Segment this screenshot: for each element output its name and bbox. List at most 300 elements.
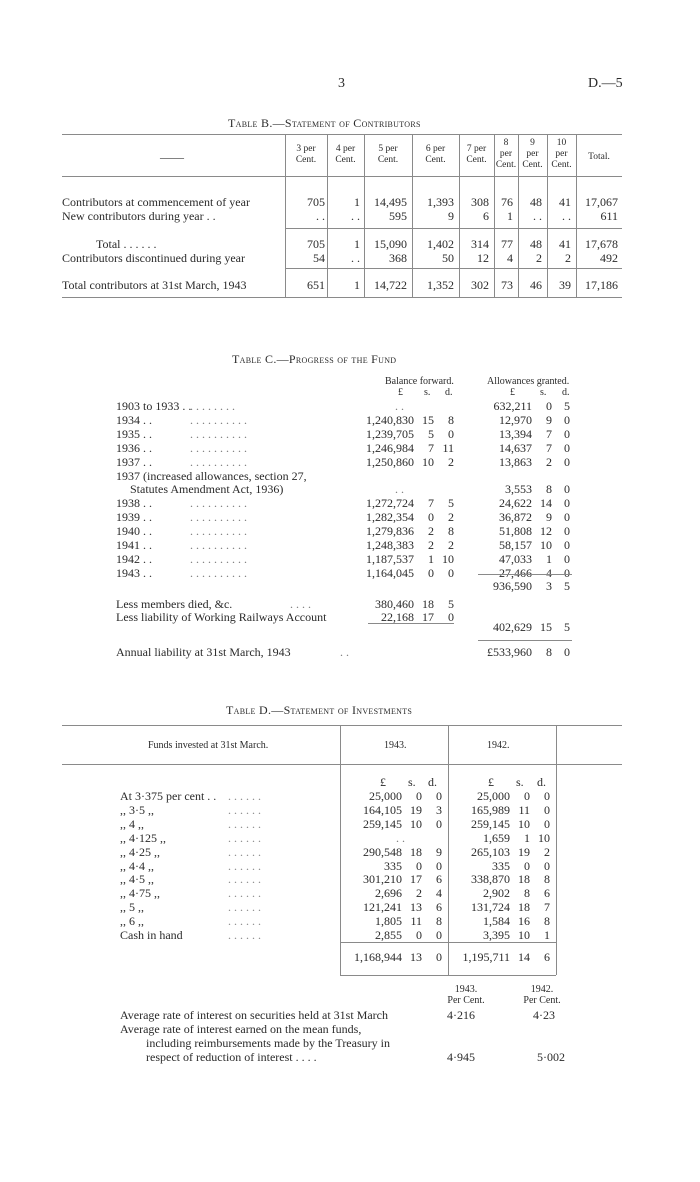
leader-dots: . .	[395, 482, 404, 496]
leader-dots: . .	[340, 645, 349, 659]
allowance-shillings: 7	[546, 427, 552, 441]
allowance-pence: 0	[564, 455, 570, 469]
invest-1942-pounds: 265,103	[471, 845, 510, 859]
invest-1942-pence: 2	[544, 845, 550, 859]
table-b-cell: 14,495	[374, 195, 407, 209]
page-reference: D.—5	[588, 76, 623, 91]
table-b-row-label: Contributors at commencement of year	[62, 195, 250, 209]
invest-1943-pence: 6	[436, 900, 442, 914]
allowance-pounds: 24,622	[499, 496, 532, 510]
allowance-pounds: 36,872	[499, 510, 532, 524]
table-b-row-label: Total . . . . . .	[96, 237, 157, 251]
balance-shillings: 2	[428, 524, 434, 538]
leader-dots: . . . . . . . . . .	[190, 455, 247, 469]
table-b-cell: 50	[442, 251, 454, 265]
table-c-row-label: 1934 . .	[116, 413, 152, 427]
balance-pounds: 1,187,537	[366, 552, 414, 566]
invest-1943-shillings: 17	[410, 872, 422, 886]
invest-1942-shillings: 11	[518, 803, 530, 817]
allowance-pounds: 14,637	[499, 441, 532, 455]
table-d-top-rule	[62, 725, 622, 726]
table-b-cell: 611	[600, 209, 618, 223]
balance-pounds: 1,282,354	[366, 510, 414, 524]
unit-pence: d.	[537, 775, 546, 789]
leader-dots: . . . . . .	[228, 817, 261, 831]
table-b-cell: 2	[536, 251, 542, 265]
unit-pounds: £	[380, 775, 386, 789]
col-header-6pc: 6 per Cent.	[425, 144, 446, 165]
table-b-cell: . .	[533, 209, 542, 223]
unit-pence: d.	[428, 775, 437, 789]
leader-dots: . . . . . .	[228, 872, 261, 886]
balance-pence: 2	[448, 455, 454, 469]
investment-rate-label: ,, 4·75 ,,	[120, 886, 160, 900]
allowance-pounds: 13,863	[499, 455, 532, 469]
investment-rate-label: ,, 4·125 ,,	[120, 831, 166, 845]
balance-pence: 0	[448, 427, 454, 441]
table-b-header-rule	[62, 176, 622, 177]
balance-pence: 8	[448, 524, 454, 538]
col-header-10pc: 10 per Cent.	[551, 138, 572, 170]
invest-1942-total-pounds: 1,195,711	[462, 950, 510, 964]
invest-1943-pounds: 290,548	[363, 845, 402, 859]
allowance-pence: 0	[564, 427, 570, 441]
balance-shillings: 2	[428, 538, 434, 552]
table-d-col-rule	[448, 725, 449, 975]
leader-dots: . . . . . .	[228, 886, 261, 900]
table-b-cell: 48	[530, 237, 542, 251]
less-shillings: 17	[422, 610, 434, 624]
balance-shillings: 15	[422, 413, 434, 427]
table-c-title: Table C.—Progress of the Fund	[232, 352, 397, 366]
invest-1942-pounds: 338,870	[471, 872, 510, 886]
table-b-cell: . .	[351, 209, 360, 223]
table-b-cell: . .	[562, 209, 571, 223]
leader-dots: . . . . . . . . . .	[190, 566, 247, 580]
table-d-col-rule	[340, 725, 341, 975]
invest-1943-shillings: 19	[410, 803, 422, 817]
invest-1943-shillings: 0	[416, 859, 422, 873]
less-pounds: 22,168	[381, 610, 414, 624]
allowance-pence: 0	[564, 413, 570, 427]
allowance-pounds: 47,033	[499, 552, 532, 566]
table-b-stub-header: ——	[160, 150, 184, 164]
table-b-cell: 651	[307, 278, 325, 292]
table-b-row-label: Contributors discontinued during year	[62, 251, 245, 265]
table-b-cell: 17,186	[585, 278, 618, 292]
investment-rate-label: ,, 3·5 ,,	[120, 803, 154, 817]
balance-pounds: 1,279,836	[366, 524, 414, 538]
allowance-pence: 0	[564, 552, 570, 566]
table-b-cell: 17,067	[585, 195, 618, 209]
balance-shillings: 0	[428, 510, 434, 524]
invest-1942-pounds: 165,989	[471, 803, 510, 817]
balance-pounds: 1,164,045	[366, 566, 414, 580]
investment-rate-label: Cash in hand	[120, 928, 183, 942]
invest-1942-pence: 10	[538, 831, 550, 845]
table-b-cell: 705	[307, 195, 325, 209]
allowance-pence: 0	[564, 524, 570, 538]
table-b-title: Table B.—Statement of Contributors	[228, 116, 421, 130]
balance-shillings: 10	[422, 455, 434, 469]
allowance-pence: 0	[564, 482, 570, 496]
invest-1943-total-pence: 0	[436, 950, 442, 964]
invest-1942-pence: 1	[544, 928, 550, 942]
invest-1943-shillings: 11	[410, 914, 422, 928]
table-d-header-rule	[62, 764, 622, 765]
leader-dots: . . . . . . . . . .	[190, 510, 247, 524]
unit-shillings: s.	[516, 775, 524, 789]
invest-1942-shillings: 0	[524, 789, 530, 803]
leader-dots: . . . . . . . . . .	[190, 427, 247, 441]
invest-1942-pounds: 131,724	[471, 900, 510, 914]
interest-header-1942: 1942. Per Cent.	[523, 984, 561, 1006]
col-header-allowances-granted: Allowances granted.	[487, 376, 570, 387]
unit-pence: d.	[562, 387, 570, 398]
less-pounds: 380,460	[375, 597, 414, 611]
allowance-shillings: 9	[546, 510, 552, 524]
investment-rate-label: ,, 4·5 ,,	[120, 872, 154, 886]
leader-dots: . . . . . . . . . .	[190, 413, 247, 427]
invest-1943-shillings: 0	[416, 789, 422, 803]
table-b-cell: 54	[313, 251, 325, 265]
invest-1942-shillings: 1	[524, 831, 530, 845]
unit-shillings: s.	[540, 387, 547, 398]
invest-1942-pounds: 25,000	[477, 789, 510, 803]
allowance-pence: 0	[564, 510, 570, 524]
table-b-top-rule	[62, 134, 622, 135]
col-header-9pc: 9 per Cent.	[522, 138, 543, 170]
table-c-row-label: 1937 . .	[116, 455, 152, 469]
table-b-cell: 48	[530, 195, 542, 209]
table-b-cell: 1,352	[427, 278, 454, 292]
table-c-row-label: Statutes Amendment Act, 1936)	[130, 482, 284, 496]
invest-1943-pence: 3	[436, 803, 442, 817]
invest-1942-pounds: 1,584	[483, 914, 510, 928]
col-header-balance-forward: Balance forward.	[385, 376, 454, 387]
unit-shillings: s.	[408, 775, 416, 789]
allowance-pounds: 58,157	[499, 538, 532, 552]
invest-1943-total-pounds: 1,168,944	[354, 950, 402, 964]
allowance-pence: 0	[564, 538, 570, 552]
table-b-subtotal-rule	[285, 228, 622, 229]
allowance-shillings: 1	[546, 552, 552, 566]
interest-value-1943: 4·216	[447, 1008, 475, 1022]
table-b-cell: 1	[354, 237, 360, 251]
less-pence: 0	[448, 610, 454, 624]
leader-dots: . .	[395, 399, 404, 413]
balance-pounds: 1,246,984	[366, 441, 414, 455]
allowance-pounds: 51,808	[499, 524, 532, 538]
table-b-cell: 1,393	[427, 195, 454, 209]
leader-dots: . . . . . . . . . .	[190, 496, 247, 510]
table-b-cell: 6	[483, 209, 489, 223]
balance-pence: 0	[448, 566, 454, 580]
table-b-row-label: Total contributors at 31st March, 1943	[62, 278, 247, 292]
balance-pence: 8	[448, 413, 454, 427]
allowance-pence: 0	[564, 441, 570, 455]
table-c-row-label: 1935 . .	[116, 427, 152, 441]
balance-shillings: 7	[428, 496, 434, 510]
invest-1943-pence: 6	[436, 872, 442, 886]
invest-1942-pence: 8	[544, 914, 550, 928]
allowance-pounds: 13,394	[499, 427, 532, 441]
invest-1942-shillings: 19	[518, 845, 530, 859]
annual-liability-label: Annual liability at 31st March, 1943	[116, 645, 291, 659]
interest-label: Average rate of interest on securities held at 31st March	[120, 1008, 389, 1022]
col-header-7pc: 7 per Cent.	[466, 144, 487, 165]
leader-dots: . . . .	[290, 597, 311, 611]
table-c-annual-rule	[478, 640, 572, 641]
table-d-col-rule	[556, 725, 557, 975]
interest-value-1943: 4·945	[447, 1050, 475, 1064]
invest-1943-shillings: 13	[410, 900, 422, 914]
table-b-cell: 73	[501, 278, 513, 292]
leader-dots: . . . . . . . . . .	[190, 524, 247, 538]
table-b-cell: 302	[471, 278, 489, 292]
leader-dots: . . . . . .	[228, 928, 261, 942]
invest-1942-pence: 0	[544, 789, 550, 803]
annual-liability-pounds: £533,960	[487, 645, 532, 659]
invest-1943-pence: 9	[436, 845, 442, 859]
col-header-total: Total.	[588, 152, 610, 162]
invest-1943-pence: 0	[436, 928, 442, 942]
invest-1943-pounds: 2,696	[375, 886, 402, 900]
invest-1943-pounds: 164,105	[363, 803, 402, 817]
invest-1943-pence: 4	[436, 886, 442, 900]
invest-1942-pounds: 1,659	[483, 831, 510, 845]
allowance-pence: 0	[564, 566, 570, 580]
invest-1942-pence: 8	[544, 872, 550, 886]
allowance-total-pounds: 936,590	[493, 579, 532, 593]
invest-1942-pence: 7	[544, 900, 550, 914]
leader-dots: . . . . . . . . . .	[190, 441, 247, 455]
table-c-row-label: 1942 . .	[116, 552, 152, 566]
table-b-cell: 1	[354, 195, 360, 209]
invest-1942-shillings: 10	[518, 817, 530, 831]
table-c-row-label: 1941 . .	[116, 538, 152, 552]
allowance-shillings: 2	[546, 455, 552, 469]
leader-dots: . . . . . .	[228, 789, 261, 803]
invest-1943-total-shillings: 13	[410, 950, 422, 964]
table-b-cell: 1	[354, 278, 360, 292]
balance-pence: 2	[448, 538, 454, 552]
table-b-cell: 492	[600, 251, 618, 265]
table-b-cell: 1	[507, 209, 513, 223]
allowance-pence: 0	[564, 496, 570, 510]
leader-dots: . . . . . .	[228, 845, 261, 859]
allowance-pounds: 632,211	[493, 399, 532, 413]
col-header-1942: 1942.	[487, 740, 510, 751]
table-b-cell: 39	[559, 278, 571, 292]
invest-1943-shillings: 18	[410, 845, 422, 859]
table-b-cell: 46	[530, 278, 542, 292]
page-number: 3	[338, 76, 345, 91]
invest-1942-pence: 0	[544, 859, 550, 873]
invest-1942-shillings: 10	[518, 928, 530, 942]
table-c-row-label: 1937 (increased allowances, section 27,	[116, 469, 307, 483]
invest-1942-total-pence: 6	[544, 950, 550, 964]
allowance-shillings: 4	[546, 566, 552, 580]
table-b-cell: 308	[471, 195, 489, 209]
leader-dots: . . . . . .	[228, 803, 261, 817]
invest-1943-pence: 0	[436, 859, 442, 873]
table-b-cell: 77	[501, 237, 513, 251]
table-c-row-label: 1940 . .	[116, 524, 152, 538]
table-c-row-label: 1938 . .	[116, 496, 152, 510]
invest-1943-shillings: 2	[416, 886, 422, 900]
less-result-pence: 5	[564, 620, 570, 634]
table-d-title: Table D.—Statement of Investments	[226, 703, 413, 717]
less-result-shillings: 15	[540, 620, 552, 634]
interest-label: Average rate of interest earned on the mean funds,	[120, 1022, 362, 1036]
invest-1942-pounds: 3,395	[483, 928, 510, 942]
invest-1942-total-shillings: 14	[518, 950, 530, 964]
leader-dots: . . . . . . . . . .	[190, 552, 247, 566]
less-row-label: Less liability of Working Railways Account	[116, 610, 327, 624]
table-c-less-rule	[368, 623, 454, 624]
balance-shillings: 5	[428, 427, 434, 441]
less-pence: 5	[448, 597, 454, 611]
balance-pounds: 1,240,830	[366, 413, 414, 427]
allowance-shillings: 14	[540, 496, 552, 510]
less-shillings: 18	[422, 597, 434, 611]
investment-rate-label: ,, 5 ,,	[120, 900, 144, 914]
investment-rate-label: ,, 6 ,,	[120, 914, 144, 928]
table-b-cell: 1,402	[427, 237, 454, 251]
invest-1943-pence: 0	[436, 789, 442, 803]
table-b-cell: 14,722	[374, 278, 407, 292]
invest-1942-shillings: 16	[518, 914, 530, 928]
balance-pounds: 1,248,383	[366, 538, 414, 552]
invest-1942-pounds: 2,902	[483, 886, 510, 900]
balance-pounds: 1,272,724	[366, 496, 414, 510]
invest-1942-shillings: 18	[518, 872, 530, 886]
interest-value-1942: 4·23	[533, 1008, 555, 1022]
table-b-cell: 2	[565, 251, 571, 265]
invest-1943-shillings: 0	[416, 928, 422, 942]
table-b-cell: 595	[389, 209, 407, 223]
unit-pounds: £	[488, 775, 494, 789]
table-b-cell: . .	[351, 251, 360, 265]
table-d-total-bottom-rule	[340, 975, 556, 976]
invest-1943-pounds: 1,805	[375, 914, 402, 928]
investment-rate-label: At 3·375 per cent . .	[120, 789, 217, 803]
interest-header-1943: 1943. Per Cent.	[447, 984, 485, 1006]
allowance-total-pence: 5	[564, 579, 570, 593]
col-header-funds-invested: Funds invested at 31st March.	[148, 740, 269, 751]
invest-1943-pounds: 301,210	[363, 872, 402, 886]
invest-1942-pence: 0	[544, 803, 550, 817]
invest-1943-shillings: 10	[410, 817, 422, 831]
unit-pounds: £	[398, 387, 403, 398]
table-b-cell: 17,678	[585, 237, 618, 251]
allowance-shillings: 7	[546, 441, 552, 455]
col-header-3pc: 3 per Cent.	[295, 144, 317, 165]
balance-pence: 10	[442, 552, 454, 566]
table-b-bottom-rule	[62, 297, 622, 298]
leader-dots: . . . . . . . .	[190, 399, 235, 413]
unit-pence: d.	[445, 387, 453, 398]
table-b-cell: . .	[316, 209, 325, 223]
invest-1943-pounds: 2,855	[375, 928, 402, 942]
table-b-cell: 705	[307, 237, 325, 251]
allowance-shillings: 9	[546, 413, 552, 427]
invest-1943-pence: 8	[436, 914, 442, 928]
table-b-row-label: New contributors during year . .	[62, 209, 216, 223]
table-b-cell: 368	[389, 251, 407, 265]
balance-pence: 2	[448, 510, 454, 524]
table-b-cell: 4	[507, 251, 513, 265]
less-row-label: Less members died, &c.	[116, 597, 233, 611]
allowance-pounds: 12,970	[499, 413, 532, 427]
annual-liability-pence: 0	[564, 645, 570, 659]
invest-1943-pounds: 335	[384, 859, 402, 873]
invest-1943-pence: 0	[436, 817, 442, 831]
col-header-8pc: 8 per Cent.	[495, 138, 517, 170]
table-c-row-label: 1903 to 1933 . .	[116, 399, 192, 413]
invest-1943-pounds: 25,000	[369, 789, 402, 803]
balance-shillings: 0	[428, 566, 434, 580]
table-b-cell: 12	[477, 251, 489, 265]
balance-shillings: 7	[428, 441, 434, 455]
allowance-shillings: 12	[540, 524, 552, 538]
invest-1942-shillings: 18	[518, 900, 530, 914]
investment-rate-label: ,, 4·25 ,,	[120, 845, 160, 859]
unit-pounds: £	[510, 387, 515, 398]
table-c-row-label: 1939 . .	[116, 510, 152, 524]
table-b-subtotal-rule	[285, 268, 622, 269]
invest-1942-pounds: 335	[492, 859, 510, 873]
table-b-cell: 76	[501, 195, 513, 209]
allowance-pounds: 3,553	[505, 482, 532, 496]
less-result-pounds: 402,629	[493, 620, 532, 634]
table-b-cell: 41	[559, 195, 571, 209]
invest-1943-pounds: 259,145	[363, 817, 402, 831]
table-b-cell: 314	[471, 237, 489, 251]
table-c-allowance-sum-rule	[478, 574, 572, 575]
allowance-pence: 5	[564, 399, 570, 413]
table-b-cell: 41	[559, 237, 571, 251]
invest-1942-pounds: 259,145	[471, 817, 510, 831]
interest-label: including reimbursements made by the Treasury in	[146, 1036, 390, 1050]
col-header-1943: 1943.	[384, 740, 407, 751]
interest-value-1942: 5·002	[537, 1050, 565, 1064]
leader-dots: . .	[396, 831, 405, 845]
balance-shillings: 1	[428, 552, 434, 566]
leader-dots: . . . . . .	[228, 831, 261, 845]
balance-pounds: 1,239,705	[366, 427, 414, 441]
table-c-row-label: 1943 . .	[116, 566, 152, 580]
balance-pence: 11	[442, 441, 454, 455]
leader-dots: . . . . . . . . . .	[190, 538, 247, 552]
balance-pounds: 1,250,860	[366, 455, 414, 469]
allowance-shillings: 8	[546, 482, 552, 496]
leader-dots: . . . . . .	[228, 914, 261, 928]
invest-1943-pounds: 121,241	[363, 900, 402, 914]
table-b-cell: 9	[448, 209, 454, 223]
allowance-shillings: 0	[546, 399, 552, 413]
allowance-shillings: 10	[540, 538, 552, 552]
invest-1942-pence: 6	[544, 886, 550, 900]
col-header-4pc: 4 per Cent.	[335, 144, 356, 165]
leader-dots: . . . . . .	[228, 900, 261, 914]
allowance-pounds: 27,466	[499, 566, 532, 580]
balance-pence: 5	[448, 496, 454, 510]
table-c-row-label: 1936 . .	[116, 441, 152, 455]
annual-liability-shillings: 8	[546, 645, 552, 659]
leader-dots: . . . . . .	[228, 859, 261, 873]
